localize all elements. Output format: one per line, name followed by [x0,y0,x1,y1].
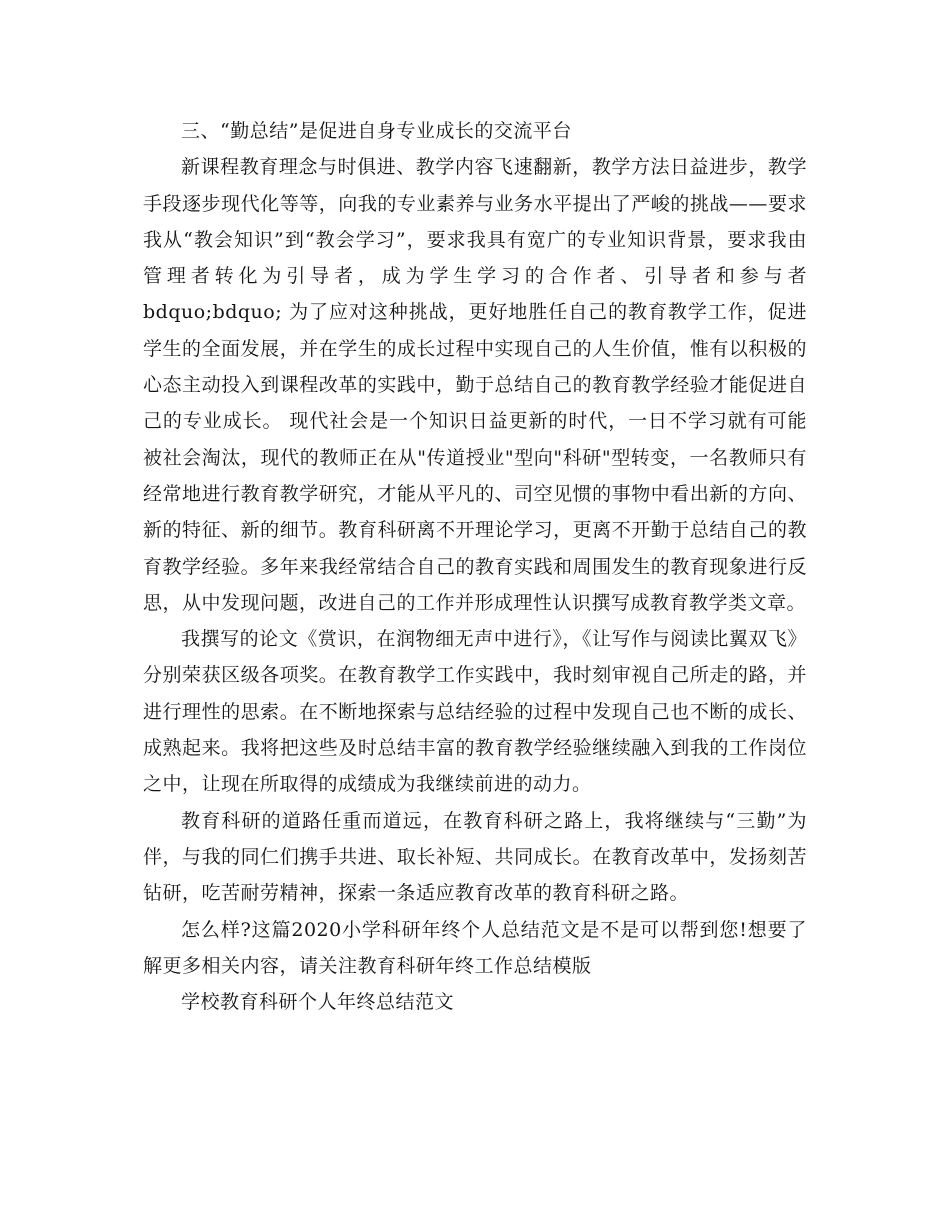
section-heading: 三、“勤总结”是促进自身专业成长的交流平台 [181,120,572,142]
paragraph-4: 怎么样?这篇2020小学科研年终个人总结范文是不是可以帮到您!想要了解更多相关内容，请关注教育科研年终工作总结模版 [143,918,807,977]
paragraph-2: 我撰写的论文《赏识，在润物细无声中进行》，《让写作与阅读比翼双飞》分别荣获区级各项奖。在教育教学工作实践中，我时刻审视自己所走的路，并进行理性的思索。在不断地探索与总结经验的过程中发现自己也不断的成长、成熟起来。我将把这些及时总结丰富的教育教学经验继续融入到我的工作岗位之中，让现在所取得的成绩成为我继续前进的动力。 [143,628,807,796]
paragraph-3: 教育科研的道路任重而道远，在教育科研之路上，我将继续与“三勤”为伴，与我的同仁们携手共进、取长补短、共同成长。在教育改革中，发扬刻苦钻研，吃苦耐劳精神，探索一条适应教育改革的教育科研之路。 [143,809,807,905]
document-body [143,113,807,1020]
paragraph-1: 新课程教育理念与时俱进、教学内容飞速翻新，教学方法日益进步，教学手段逐步现代化等等，向我的专业素养与业务水平提出了严峻的挑战——要求我从“教会知识”到“教会学习”，要求我具有宽广的专业知识背景，要求我由管理者转化为引导者，成为学生学习的合作者、引导者和参与者 bdquo;bdquo; 为了应对这种挑战，更好地胜任自己的教育教学工作，促进学生的全面发展，并在学生的成长过程中实现自己的人生价值，惟有以积极的心态主动投入到课程改革的实践中，勤于总结自己的教育教学经验才能促进自己的专业成长。 现代社会是一个知识日益更新的时代，一日不学习就有可能被社会淘汰，现代的教师正在从"传道授业"型向"科研"型转变，一名教师只有经常地进行教育教学研究，才能从平凡的、司空见惯的事物中看出新的方向、新的特征、新的细节。教育科研离不开理论学习，更离不开勤于总结自己的教育教学经验。多年来我经常结合自己的教育实践和周围发生的教育现象进行反思，从中发现问题，改进自己的工作并形成理性认识撰写成教育教学类文章。 [143,156,807,614]
closing-title: 学校教育科研个人年终总结范文 [181,991,455,1014]
